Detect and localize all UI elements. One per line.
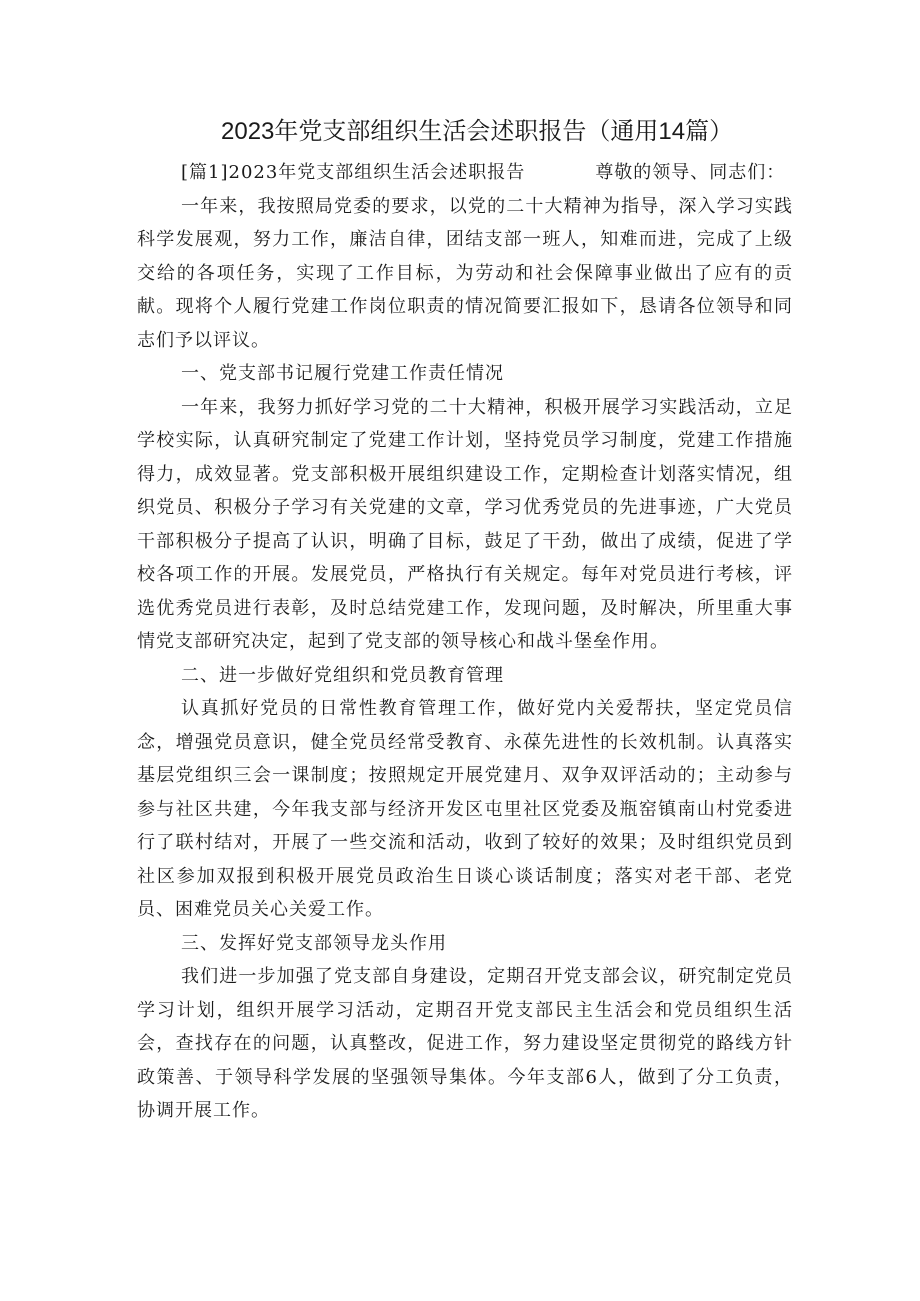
- body-paragraph: 一年来，我努力抓好学习党的二十大精神，积极开展学习实践活动，立足学校实际，认真研究制定了党建工作计划，坚持党员学习制度，党建工作措施得力，成效显著。党支部积极开展组织建设工作，定期检查计划落实情况，组织党员、积极分子学习有关党建的文章，学习优秀党员的先进事迹，广大党员干部积极分子提高了认识，明确了目标，鼓足了干劲，做出了成绩，促进了学校各项工作的开展。发展党员，严格执行有关规定。每年对党员进行考核，评选优秀党员进行表彰，及时总结党建工作，发现问题，及时解决，所里重大事情党支部研究决定，起到了党支部的领导核心和战斗堡垒作用。: [137, 396, 793, 652]
- section-heading: 二、进一步做好党组织和党员教育管理: [181, 664, 504, 686]
- body-paragraph: 一年来，我按照局党委的要求，以党的二十大精神为指导，深入学习实践科学发展观，努力工作，廉洁自律，团结支部一班人，知难而进，完成了上级交给的各项任务，实现了工作目标，为劳动和社会保障事业做出了应有的贡献。现将个人履行党建工作岗位职责的情况简要汇报如下，恳请各位领导和同志们予以评议。: [137, 195, 793, 351]
- document-title: 2023年党支部组织生活会述职报告（通用14篇）: [221, 118, 734, 145]
- section-heading: 一、党支部书记履行党建工作责任情况: [181, 363, 504, 384]
- document-body: [137, 156, 793, 1128]
- salutation: 尊敬的领导、同志们：: [595, 162, 786, 183]
- body-paragraph: 我们进一步加强了党支部自身建设，定期召开党支部会议，研究制定党员学习计划，组织开展学习活动，定期召开党支部民主生活会和党员组织生活会，查找存在的问题，认真整改，促进工作，努力建设坚定贯彻党的路线方针政策善、于领导科学发展的坚强领导集体。今年支部6人，做到了分工负责，协调开展工作。: [137, 966, 793, 1121]
- document-page: [137, 112, 793, 1128]
- sections-container: [137, 190, 793, 1128]
- intro-label: [篇1]2023年党支部组织生活会述职报告: [181, 162, 526, 183]
- body-paragraph: 认真抓好党员的日常性教育管理工作，做好党内关爱帮扶，坚定党员信念，增强党员意识，健全党员经常受教育、永葆先进性的长效机制。认真落实基层党组织三会一课制度；按照规定开展党建月、双争双评活动的；主动参与参与社区共建，今年我支部与经济开发区屯里社区党委及瓶窑镇南山村党委进行了联村结对，开展了一些交流和活动，收到了较好的效果；及时组织党员到社区参加双报到积极开展党员政治生日谈心谈话制度；落实对老干部、老党员、困难党员关心关爱工作。: [137, 698, 793, 920]
- intro-line: [137, 156, 793, 190]
- section-heading: 三、发挥好党支部领导龙头作用: [181, 932, 447, 954]
